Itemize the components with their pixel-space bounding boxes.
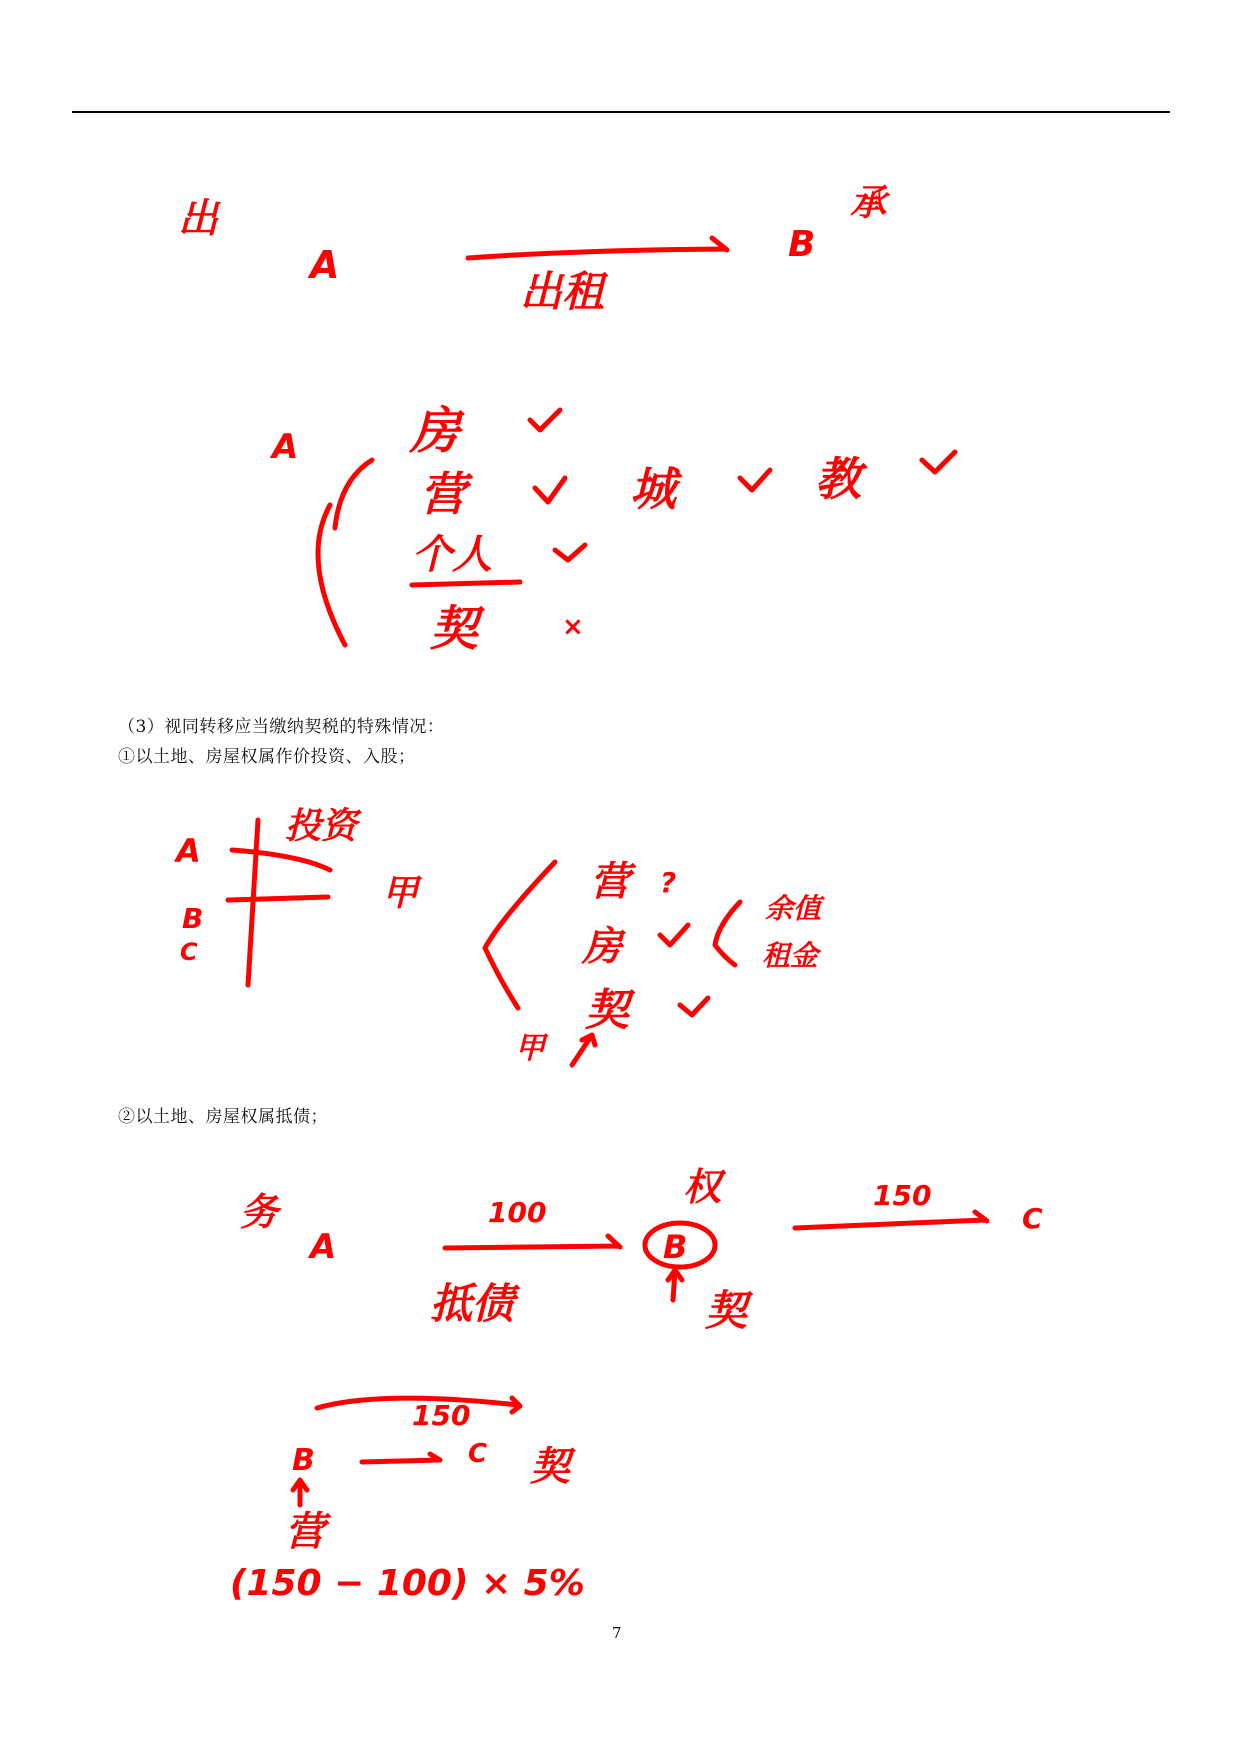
- list-item-debt: ②以土地、房屋权属抵债；: [118, 1107, 328, 1127]
- hw-check-personal: [555, 545, 585, 560]
- hw-invest-question: ?: [660, 866, 677, 899]
- hw-tax-city: 城: [630, 462, 676, 516]
- hw-invest-target2: 甲: [515, 1031, 545, 1066]
- hw-tax-house: 房: [410, 402, 460, 460]
- hw-resale-arrow: [362, 1454, 440, 1462]
- hw-debt-amount: 100: [488, 1196, 547, 1229]
- hw-invest-label: 投资: [285, 806, 358, 847]
- hw-debt-rights: 权: [683, 1165, 722, 1209]
- hw-debt-b: B: [663, 1228, 688, 1266]
- list-item-invest: ①以土地、房屋权属作价投资、入股；: [118, 747, 416, 767]
- hw-debt-sale: 150: [873, 1179, 932, 1212]
- hw-invest-house: 房: [582, 924, 622, 970]
- hw-lease-b: B: [788, 224, 816, 265]
- hw-resale-amount: 150: [412, 1399, 471, 1432]
- hw-debt-arrow: [445, 1236, 620, 1248]
- page-number: 7: [612, 1624, 622, 1642]
- hw-invest-rent: 租金: [762, 939, 819, 972]
- hw-lease-action: 出租: [520, 267, 605, 316]
- hw-invest-c: C: [180, 938, 198, 966]
- hw-check-city: [740, 470, 770, 490]
- hw-resale-c: C: [468, 1439, 488, 1469]
- hw-resale-business: 营: [285, 1509, 325, 1555]
- hw-resale-formula: (150 − 100) × 5%: [230, 1563, 585, 1604]
- hw-tax-brace: [318, 460, 372, 645]
- hw-lease-arrow: [468, 238, 727, 258]
- hw-debt-a: A: [310, 1227, 337, 1267]
- hw-resale-b: B: [292, 1443, 315, 1478]
- hw-invest-brace: [485, 862, 555, 1008]
- hw-invest-b: B: [182, 902, 204, 935]
- hw-debt-action: 抵债: [430, 1279, 515, 1328]
- hw-check-invest-house: [660, 925, 688, 945]
- hw-invest-deed: 契: [585, 985, 629, 1036]
- hw-debt-deed: 契: [705, 1286, 748, 1335]
- hw-cross-deed: ×: [562, 612, 584, 642]
- hw-personal-underline: [412, 582, 520, 585]
- hw-check-edu: [922, 452, 955, 472]
- hw-invest-arrow: [572, 1035, 595, 1065]
- section-heading: （3）视同转移应当缴纳契税的特殊情况：: [118, 717, 445, 737]
- hw-debt-c: C: [1022, 1202, 1043, 1235]
- hw-resale-deed: 契: [530, 1444, 570, 1490]
- hw-tax-personal: 个人: [412, 532, 492, 578]
- hw-lease-a: A: [310, 243, 340, 287]
- hw-lessee: 承: [850, 183, 887, 224]
- hw-debt-debtor: 务: [240, 1190, 279, 1234]
- hw-tax-edu: 教: [815, 452, 861, 506]
- hw-check-business: [535, 478, 565, 502]
- hw-check-house: [530, 410, 560, 430]
- hw-tax-business: 营: [420, 467, 466, 521]
- hw-tax-party: A: [272, 427, 299, 467]
- hw-invest-a: A: [176, 832, 201, 870]
- hw-invest-small-brace: [715, 902, 740, 965]
- hw-invest-remain: 余值: [765, 892, 822, 925]
- hw-debt-up-arrow: [668, 1270, 682, 1300]
- hw-tax-deed: 契: [430, 601, 479, 657]
- hw-invest-business: 营: [590, 859, 630, 905]
- hw-debt-arrow2: [795, 1212, 987, 1228]
- hw-lessor: 出: [178, 196, 218, 242]
- hw-resale-up-arrow: [293, 1480, 307, 1505]
- hw-check-invest-deed: [680, 998, 708, 1015]
- hw-invest-target: 甲: [382, 873, 419, 914]
